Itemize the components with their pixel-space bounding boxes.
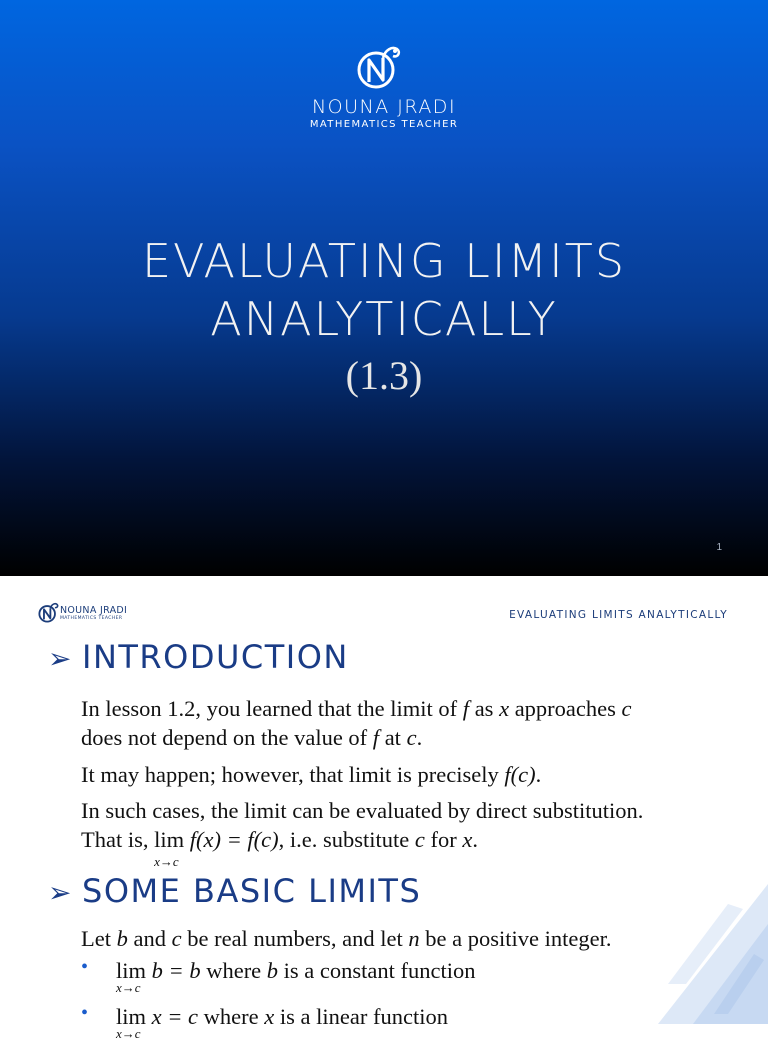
heading-text: SOME BASIC LIMITS [82, 872, 422, 910]
brand-tagline: MATHEMATICS TEACHER [309, 119, 459, 130]
math-var: b [266, 958, 279, 983]
intro-paragraph-2 [81, 760, 731, 789]
section-heading-basic-limits [48, 872, 421, 910]
text-run: That is, [81, 827, 155, 852]
brand-name: NOUNA JRADI [311, 96, 457, 118]
text-run: is a constant function [278, 958, 476, 983]
text-run: where [200, 958, 267, 983]
math-var: c [414, 827, 425, 852]
math-var: x [462, 827, 473, 852]
lim-subscript: x→c [116, 980, 141, 995]
math-var: x [264, 1004, 275, 1029]
lim-label: lim [116, 958, 147, 983]
arrow-bullet-icon: ➢ [48, 876, 73, 909]
text-run: as [469, 696, 500, 721]
header-brand-name: NOUNA JRADI [60, 605, 128, 616]
text-run: . [472, 827, 479, 852]
bullet-content [116, 1004, 448, 1041]
title-line-1: EVALUATING LIMITS [141, 234, 627, 288]
text-run: be real numbers, and let [181, 926, 409, 951]
math-var: c [621, 696, 632, 721]
math-var: x [499, 696, 510, 721]
limit-operator [116, 958, 147, 995]
page-number: 1 [716, 542, 722, 553]
text-run: does not depend on the value of [81, 725, 373, 750]
intro-paragraph-3 [81, 796, 731, 869]
text-run: Let [81, 926, 117, 951]
content-slide [0, 576, 768, 1041]
text-run: is a linear function [274, 1004, 448, 1029]
title-line-2: ANALYTICALLY [210, 292, 558, 346]
math-expression: b = b [146, 958, 201, 983]
header-brand [60, 606, 127, 622]
intro-paragraph-1 [81, 694, 731, 752]
nj-logo-small-icon [38, 600, 60, 624]
math-var: c [406, 725, 417, 750]
text-run: be a positive integer. [419, 926, 612, 951]
math-expression: x = c [146, 1004, 199, 1029]
math-var: b [116, 926, 128, 951]
slide-title [0, 232, 768, 348]
header-title: EVALUATING LIMITS ANALYTICALLY [509, 609, 728, 621]
math-var: f [372, 725, 380, 750]
text-run: It may happen; however, that limit is precisely [81, 762, 505, 787]
lim-subscript: x→c [154, 854, 179, 869]
text-run: at [379, 725, 407, 750]
bullet-content [116, 958, 476, 995]
text-run: approaches [509, 696, 622, 721]
text-run: , i.e. substitute [278, 827, 415, 852]
heading-text: INTRODUCTION [82, 638, 349, 676]
limit-operator [116, 1004, 147, 1041]
math-var: f [462, 696, 470, 721]
text-run: In such cases, the limit can be evaluated by direct substitution. [81, 798, 644, 823]
math-var: n [408, 926, 420, 951]
text-run: and [127, 926, 172, 951]
text-run: In lesson 1.2, you learned that the limit of [81, 696, 463, 721]
arrow-bullet-icon: ➢ [48, 642, 73, 675]
text-run: where [198, 1004, 265, 1029]
lim-label: lim [154, 827, 185, 852]
limit-operator [154, 825, 185, 869]
section-heading-introduction [48, 638, 349, 676]
decorative-corner-shape-icon [518, 864, 768, 1024]
lim-subscript: x→c [116, 1026, 141, 1041]
bullet-dot-icon: • [81, 956, 89, 978]
header-brand-tagline: MATHEMATICS TEACHER [60, 616, 123, 621]
math-var: c [171, 926, 182, 951]
lim-label: lim [116, 1004, 147, 1029]
math-expression: f(c) [504, 762, 536, 787]
nj-logo-icon [356, 40, 404, 92]
bullet-dot-icon: • [81, 1002, 89, 1024]
text-run: . [535, 762, 542, 787]
text-run: . [416, 725, 423, 750]
text-run: for [424, 827, 463, 852]
slide-subtitle: (1.3) [345, 353, 423, 398]
math-expression: f(x) = f(c) [184, 827, 279, 852]
